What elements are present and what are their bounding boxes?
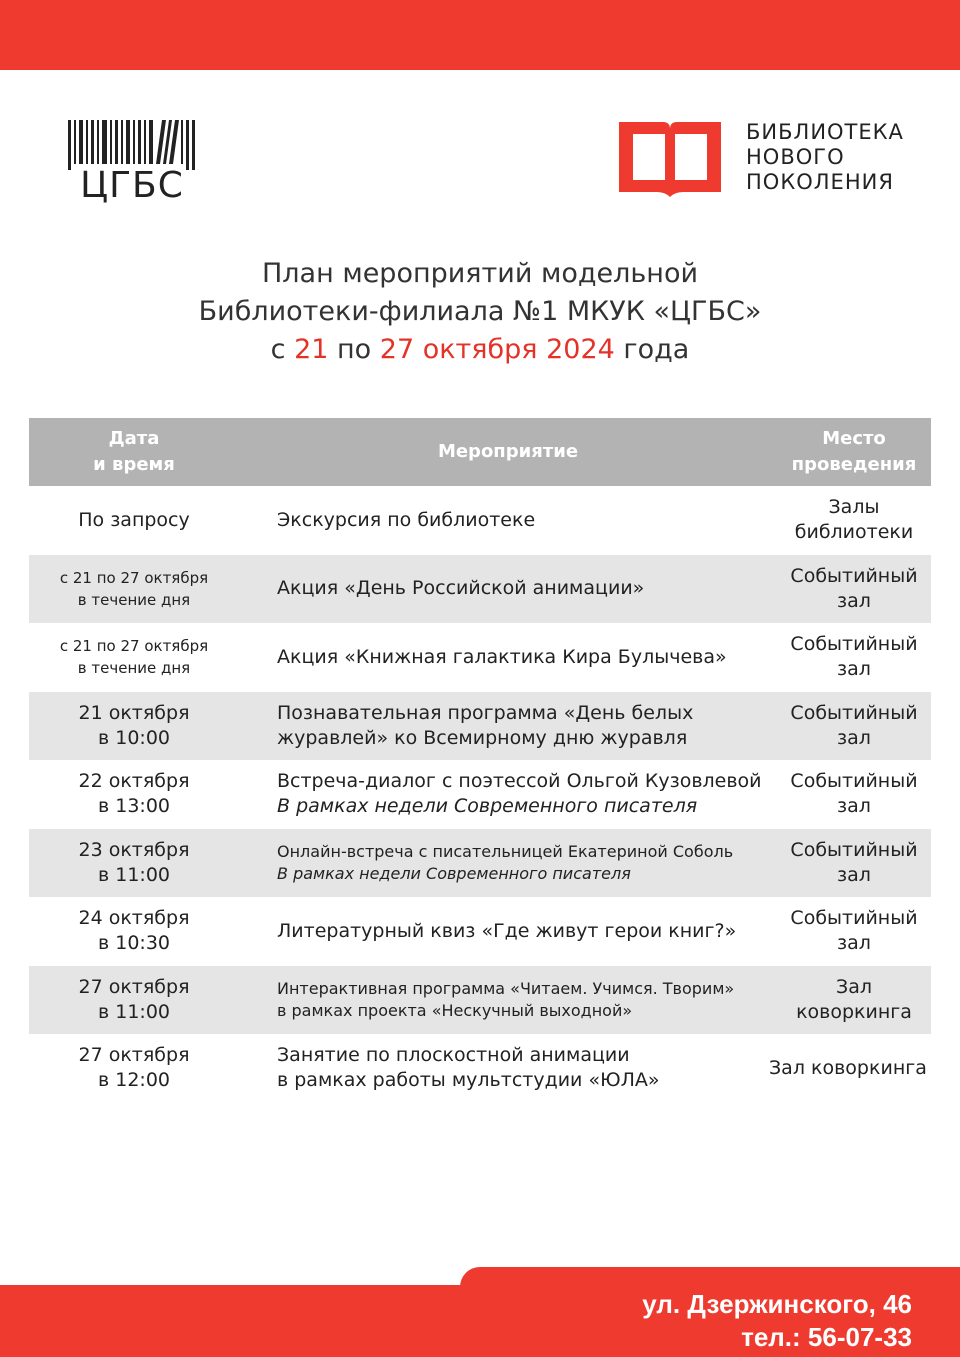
date-line: в 11:00 (98, 1000, 170, 1023)
header-place (777, 426, 931, 478)
cell-date (29, 635, 239, 679)
table-row (29, 623, 931, 692)
place-line: Событийный (790, 564, 918, 587)
title-mid: по (328, 334, 380, 365)
event-line: журавлей» ко Всемирному дню журавля (277, 726, 688, 749)
contact-block (642, 1288, 912, 1354)
header-date (29, 426, 239, 478)
cell-place (777, 906, 931, 956)
bottom-band-notch (460, 1267, 960, 1287)
date-line: в 13:00 (98, 795, 170, 818)
barcode-icon (68, 120, 196, 170)
cell-event (239, 645, 777, 670)
cell-event (239, 576, 777, 601)
header-date-line: Дата (108, 428, 160, 449)
event-line: Акция «День Российской анимации» (277, 577, 645, 600)
cell-event (239, 769, 777, 819)
cell-date (29, 838, 239, 888)
cell-place (777, 701, 931, 751)
cell-place (769, 1056, 927, 1081)
date-line: 27 октября (78, 1044, 190, 1067)
cell-date (29, 567, 239, 611)
place-line: Событийный (790, 701, 918, 724)
event-line: Онлайн-встреча с писательницей Екатериной Соболь (277, 841, 734, 861)
cell-place (777, 632, 931, 682)
cell-date (29, 769, 239, 819)
cell-event (239, 508, 777, 533)
place-line: зал (837, 658, 871, 681)
place-line: зал (837, 863, 871, 886)
title-line-2: Библиотеки-филиала №1 МКУК «ЦГБС» (198, 296, 762, 327)
cgbs-logo (68, 120, 196, 206)
cell-place (777, 495, 931, 545)
table-row (29, 966, 931, 1035)
title-line-1: План мероприятий модельной (261, 258, 699, 289)
place-line: Событийный (790, 838, 918, 861)
page-title (0, 255, 960, 369)
date-line: 24 октября (78, 907, 190, 930)
title-date-from: 21 (294, 334, 329, 365)
cell-date (29, 701, 239, 751)
cgbs-logo-text: ЦГБС (80, 165, 184, 206)
table-row (29, 555, 931, 624)
cell-date (29, 906, 239, 956)
open-book-icon (617, 120, 723, 198)
table-row (29, 692, 931, 761)
event-line: Акция «Книжная галактика Кира Булычева» (277, 645, 727, 668)
title-line-3 (0, 331, 960, 369)
table-header (29, 418, 931, 486)
title-suffix: года (614, 334, 690, 365)
place-line: Событийный (790, 770, 918, 793)
cell-date (29, 975, 239, 1025)
date-line: 23 октября (78, 838, 190, 861)
header-event: Мероприятие (437, 441, 579, 462)
place-line: зал (837, 589, 871, 612)
place-line: Событийный (790, 633, 918, 656)
event-line: в рамках проекта «Нескучный выходной» (277, 1000, 633, 1020)
place-line: Зал коворкинга (769, 1056, 927, 1079)
date-line: в 12:00 (98, 1069, 170, 1092)
event-note: В рамках недели Современного писателя (277, 863, 631, 883)
date-line: в течение дня (77, 659, 191, 678)
event-line: Занятие по плоскостной анимации (277, 1044, 630, 1067)
cell-event (239, 1043, 777, 1093)
library-logo-line: ПОКОЛЕНИЯ (746, 170, 894, 194)
title-date-to: 27 октября 2024 (379, 334, 615, 365)
table-row (29, 760, 931, 829)
date-line: 22 октября (78, 770, 190, 793)
title-prefix: с (270, 334, 295, 365)
event-line: Интерактивная программа «Читаем. Учимся. Творим» (277, 978, 735, 998)
top-band (0, 0, 960, 70)
cell-place (777, 769, 931, 819)
event-note: В рамках недели Современного писателя (277, 795, 698, 818)
cell-date (29, 508, 239, 533)
event-line: Литературный квиз «Где живут герои книг?» (277, 919, 737, 942)
library-logo-line: БИБЛИОТЕКА (746, 120, 904, 144)
date-line: с 21 по 27 октября (59, 568, 209, 587)
header-place-line: Место (822, 428, 886, 449)
date-line: в течение дня (77, 590, 191, 609)
place-line: библиотеки (794, 521, 914, 544)
cell-place (777, 564, 931, 614)
date-line: в 10:30 (98, 932, 170, 955)
address-text: ул. Дзержинского, 46 (642, 1289, 912, 1319)
event-line: Встреча-диалог с поэтессой Ольгой Кузовлевой (277, 770, 762, 793)
place-line: Залы (828, 496, 880, 519)
place-line: коворкинга (796, 1000, 912, 1023)
date-line: 21 октября (78, 701, 190, 724)
place-line: зал (837, 795, 871, 818)
cell-event (239, 978, 777, 1022)
library-logo (617, 120, 723, 202)
table-row (29, 829, 931, 898)
schedule-table (29, 418, 931, 1103)
place-line: зал (837, 932, 871, 955)
date-line: с 21 по 27 октября (59, 637, 209, 656)
phone-text: тел.: 56-07-33 (741, 1322, 912, 1352)
cell-event (239, 701, 777, 751)
table-row (29, 486, 931, 555)
event-line: Экскурсия по библиотеке (277, 508, 536, 531)
date-line: в 11:00 (98, 863, 170, 886)
event-line: в рамках работы мультстудии «ЮЛА» (277, 1069, 660, 1092)
header-place-line: проведения (791, 454, 917, 475)
cell-place (777, 838, 931, 888)
date-line: в 10:00 (98, 726, 170, 749)
table-body (29, 486, 931, 1103)
place-line: зал (837, 726, 871, 749)
date-line: 27 октября (78, 975, 190, 998)
table-row (29, 897, 931, 966)
place-line: Зал (836, 975, 872, 998)
header-date-line: и время (93, 454, 175, 475)
cell-event (239, 841, 777, 885)
cell-place (777, 975, 931, 1025)
cell-date (29, 1043, 239, 1093)
library-logo-line: НОВОГО (746, 145, 845, 169)
place-line: Событийный (790, 907, 918, 930)
cell-event (239, 919, 777, 944)
table-row (29, 1034, 931, 1103)
library-logo-text (746, 120, 904, 195)
event-line: Познавательная программа «День белых (277, 701, 694, 724)
date-line: По запросу (78, 508, 190, 531)
